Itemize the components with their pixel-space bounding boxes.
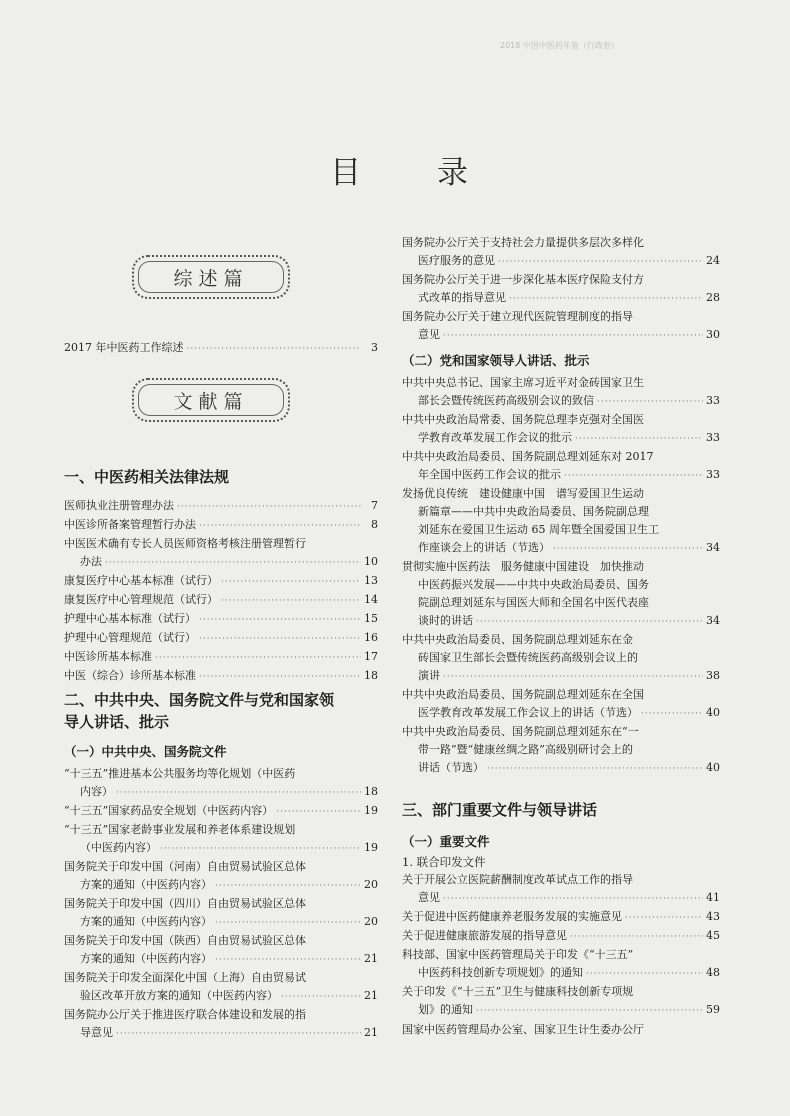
entry-line: 中共中央总书记、国家主席习近平对金砖国家卫生 bbox=[402, 376, 644, 389]
subsection-heading-3: （一）重要文件 bbox=[402, 834, 490, 849]
entry-title: 讲话（节选） bbox=[418, 761, 484, 774]
dot-leader bbox=[199, 517, 361, 535]
title-char-2: 录 bbox=[437, 155, 470, 191]
dot-leader bbox=[586, 965, 703, 983]
entry-line: 院副总理刘延东与国医大师和全国名中医代表座 bbox=[418, 596, 649, 609]
toc-entry[interactable] bbox=[402, 927, 720, 946]
entry-line: 国务院办公厅关于支持社会力量提供多层次多样化 bbox=[402, 236, 644, 249]
entry-line: 中医医术确有专长人员医师资格考核注册管理暂行 bbox=[64, 537, 306, 550]
dot-leader bbox=[509, 290, 703, 308]
dot-leader bbox=[575, 430, 703, 448]
dot-leader bbox=[597, 393, 703, 411]
page-number: 33 bbox=[706, 468, 720, 481]
toc-entry[interactable] bbox=[402, 374, 720, 411]
dot-leader bbox=[221, 573, 361, 591]
page-number: 3 bbox=[371, 341, 378, 354]
entry-title: 护理中心管理规范（试行） bbox=[64, 631, 196, 644]
dot-leader bbox=[155, 649, 361, 667]
entry-title: “十三五”国家药品安全规划（中医药内容） bbox=[64, 804, 274, 817]
entry-title: 2017 年中医药工作综述 bbox=[64, 341, 184, 354]
toc-entry[interactable] bbox=[402, 723, 720, 778]
dot-leader bbox=[281, 988, 361, 1006]
toc-entry[interactable] bbox=[402, 946, 720, 983]
page-number: 21 bbox=[364, 952, 378, 965]
entry-title: 式改革的指导意见 bbox=[418, 291, 506, 304]
entry-line bbox=[402, 612, 720, 631]
section-heading-1: 一、中医药相关法律法规 bbox=[64, 468, 230, 486]
entry-title: 国家中医药管理局办公室、国家卫生计生委办公厅 bbox=[402, 1023, 644, 1036]
page-number: 7 bbox=[371, 499, 378, 512]
entry-line: 国务院办公厅关于推进医疗联合体建设和发展的指 bbox=[64, 1008, 306, 1021]
dot-leader bbox=[443, 327, 703, 345]
page-number: 18 bbox=[364, 785, 378, 798]
section-heading-2-line1: 二、中共中央、国务院文件与党和国家领 bbox=[64, 691, 335, 709]
section-1-entries bbox=[64, 497, 378, 686]
toc-entry[interactable] bbox=[402, 908, 720, 927]
entry-line: “十三五”国家老龄事业发展和养老体系建设规划 bbox=[64, 823, 296, 836]
section-heading-3: 三、部门重要文件与领导讲话 bbox=[402, 801, 598, 819]
entry-title: 办法 bbox=[80, 555, 102, 568]
entry-line bbox=[64, 648, 378, 667]
toc-entry[interactable] bbox=[64, 591, 378, 610]
entry-line bbox=[402, 392, 720, 411]
trailing-entry[interactable] bbox=[402, 1021, 720, 1039]
entry-line bbox=[64, 553, 378, 572]
entry-line bbox=[402, 927, 720, 946]
entry-line: 科技部、国家中医药管理局关于印发《“十三五” bbox=[402, 948, 634, 961]
entry-line: 国务院关于印发中国（四川）自由贸易试验区总体 bbox=[64, 897, 306, 910]
entry-line bbox=[64, 591, 378, 610]
toc-entry[interactable] bbox=[64, 802, 378, 821]
toc-entry[interactable] bbox=[402, 308, 720, 345]
entry-line bbox=[64, 497, 378, 516]
page-number: 45 bbox=[706, 929, 720, 942]
toc-entry[interactable] bbox=[402, 983, 720, 1020]
entry-line bbox=[402, 704, 720, 723]
dot-leader bbox=[625, 909, 703, 927]
toc-entry[interactable] bbox=[64, 572, 378, 591]
entry-line: 关于印发《“十三五”卫生与健康科技创新专项规 bbox=[402, 985, 634, 998]
entry-title: 康复医疗中心管理规范（试行） bbox=[64, 593, 218, 606]
entry-title: 谈时的讲话 bbox=[418, 614, 473, 627]
entry-title: 康复医疗中心基本标准（试行） bbox=[64, 574, 218, 587]
toc-entry[interactable] bbox=[64, 648, 378, 667]
dot-leader bbox=[476, 613, 703, 631]
page-number: 33 bbox=[706, 394, 720, 407]
subsection-1-entries bbox=[64, 765, 378, 1043]
entry-title: 医疗服务的意见 bbox=[418, 254, 495, 267]
entry-line bbox=[64, 802, 378, 821]
page-number: 24 bbox=[706, 254, 720, 267]
toc-entry[interactable] bbox=[64, 535, 378, 572]
entry-line bbox=[402, 908, 720, 927]
dot-leader bbox=[187, 340, 362, 358]
running-header: 2018 中国中医药年鉴（行政卷） bbox=[500, 41, 619, 50]
entry-line bbox=[64, 783, 378, 802]
toc-entry[interactable] bbox=[402, 234, 720, 271]
entry-title: （中医药内容） bbox=[80, 841, 157, 854]
page-number: 40 bbox=[706, 761, 720, 774]
dot-leader bbox=[116, 1025, 361, 1043]
subsection-3-entries bbox=[402, 871, 720, 1020]
dot-leader bbox=[116, 784, 361, 802]
page-number: 16 bbox=[364, 631, 378, 644]
entry-title: 意见 bbox=[418, 891, 440, 904]
entry-line bbox=[402, 466, 720, 485]
toc-entry[interactable] bbox=[402, 448, 720, 485]
entry-line: 新篇章——中共中央政治局委员、国务院副总理 bbox=[418, 505, 649, 518]
page-title bbox=[330, 147, 470, 192]
dot-leader bbox=[487, 760, 703, 778]
page-number: 15 bbox=[364, 612, 378, 625]
entry-line bbox=[402, 889, 720, 908]
entry-line bbox=[64, 950, 378, 969]
toc-entry[interactable] bbox=[64, 516, 378, 535]
toc-entry-overview[interactable] bbox=[64, 339, 378, 358]
entry-line bbox=[64, 876, 378, 895]
page-number: 19 bbox=[364, 804, 378, 817]
subsection-2-entries bbox=[402, 374, 720, 778]
entry-line bbox=[402, 252, 720, 271]
entry-line: 带一路”暨“健康丝绸之路”高级别研讨会上的 bbox=[418, 743, 633, 756]
toc-entry[interactable] bbox=[64, 821, 378, 858]
entry-line: 中共中央政治局常委、国务院总理李克强对全国医 bbox=[402, 413, 644, 426]
entry-line: 关于开展公立医院薪酬制度改革试点工作的指导 bbox=[402, 873, 633, 886]
dot-leader bbox=[215, 914, 361, 932]
entry-line: 中共中央政治局委员、国务院副总理刘延东对 2017 bbox=[402, 450, 654, 463]
entry-title: 验区改革开放方案的通知（中医药内容） bbox=[80, 989, 278, 1002]
toc-entry[interactable] bbox=[64, 610, 378, 629]
entry-title: 年全国中医药工作会议的批示 bbox=[418, 468, 561, 481]
entry-line bbox=[402, 667, 720, 686]
page-number: 10 bbox=[364, 555, 378, 568]
entry-title: 关于促进中医药健康养老服务发展的实施意见 bbox=[402, 910, 622, 923]
entry-line: 中医药振兴发展——中共中央政治局委员、国务 bbox=[418, 578, 649, 591]
entry-title: 护理中心基本标准（试行） bbox=[64, 612, 196, 625]
page-number: 14 bbox=[364, 593, 378, 606]
entry-line: 国务院关于印发中国（陕西）自由贸易试验区总体 bbox=[64, 934, 306, 947]
entry-title: 方案的通知（中医药内容） bbox=[80, 915, 212, 928]
section-heading-2-line2: 导人讲话、批示 bbox=[64, 713, 170, 731]
section-heading-2 bbox=[64, 689, 334, 733]
page-number: 20 bbox=[364, 915, 378, 928]
toc-entry[interactable] bbox=[64, 1006, 378, 1043]
page-number: 30 bbox=[706, 328, 720, 341]
entry-line bbox=[402, 429, 720, 448]
entry-line bbox=[64, 610, 378, 629]
dot-leader bbox=[641, 705, 703, 723]
dot-leader bbox=[199, 611, 361, 629]
entry-title: 中医药科技创新专项规划》的通知 bbox=[418, 966, 583, 979]
entry-line bbox=[64, 667, 378, 686]
entry-title: 中医诊所基本标准 bbox=[64, 650, 152, 663]
dot-leader bbox=[160, 840, 361, 858]
toc-entry[interactable] bbox=[64, 969, 378, 1006]
dot-leader bbox=[276, 803, 361, 821]
entry-title: 部长会暨传统医药高级别会议的致信 bbox=[418, 394, 594, 407]
entry-line bbox=[402, 289, 720, 308]
entry-title: 导意见 bbox=[80, 1026, 113, 1039]
entry-line bbox=[402, 1001, 720, 1020]
entry-title: 关于促进健康旅游发展的指导意见 bbox=[402, 929, 567, 942]
page-number: 33 bbox=[706, 431, 720, 444]
toc-entry[interactable] bbox=[64, 895, 378, 932]
page-number: 59 bbox=[706, 1003, 720, 1016]
title-char-1: 目 bbox=[330, 155, 363, 191]
page-number: 13 bbox=[364, 574, 378, 587]
dot-leader bbox=[553, 540, 703, 558]
entry-line bbox=[64, 987, 378, 1006]
dot-leader bbox=[476, 1002, 703, 1020]
dot-leader bbox=[177, 498, 361, 516]
entry-line bbox=[402, 964, 720, 983]
dot-leader bbox=[564, 467, 703, 485]
entry-line bbox=[64, 516, 378, 535]
dot-leader bbox=[570, 928, 703, 946]
entry-line: 刘延东在爱国卫生运动 65 周年暨全国爱国卫生工 bbox=[418, 523, 659, 536]
dot-leader bbox=[199, 668, 361, 686]
toc-entry[interactable] bbox=[402, 558, 720, 631]
entry-title: 方案的通知（中医药内容） bbox=[80, 878, 212, 891]
page-number: 34 bbox=[706, 614, 720, 627]
entry-line: 国务院办公厅关于建立现代医院管理制度的指导 bbox=[402, 310, 633, 323]
entry-line: 国务院办公厅关于进一步深化基本医疗保险支付方 bbox=[402, 273, 644, 286]
entry-line bbox=[402, 326, 720, 345]
subsection-heading-3-1: 1. 联合印发文件 bbox=[402, 855, 486, 869]
page-number: 38 bbox=[706, 669, 720, 682]
subsection-heading-1: （一）中共中央、国务院文件 bbox=[64, 744, 227, 759]
right-top-entries bbox=[402, 234, 720, 345]
entry-title: 内容） bbox=[80, 785, 113, 798]
page-number: 21 bbox=[364, 1026, 378, 1039]
page-number: 40 bbox=[706, 706, 720, 719]
entry-line bbox=[64, 1024, 378, 1043]
page-number: 8 bbox=[371, 518, 378, 531]
dot-leader bbox=[199, 630, 361, 648]
page-number: 20 bbox=[364, 878, 378, 891]
dot-leader bbox=[498, 253, 703, 271]
entry-title: 方案的通知（中医药内容） bbox=[80, 952, 212, 965]
page-number: 17 bbox=[364, 650, 378, 663]
toc-entry[interactable] bbox=[64, 497, 378, 516]
toc-entry[interactable] bbox=[402, 686, 720, 723]
toc-entry[interactable] bbox=[64, 765, 378, 802]
toc-entry[interactable] bbox=[402, 271, 720, 308]
entry-line bbox=[64, 629, 378, 648]
entry-title: 医师执业注册管理办法 bbox=[64, 499, 174, 512]
entry-title: 医学教育改革发展工作会议上的讲话（节选） bbox=[418, 706, 638, 719]
dot-leader bbox=[215, 951, 361, 969]
dot-leader bbox=[443, 890, 703, 908]
toc-entry[interactable] bbox=[64, 932, 378, 969]
entry-line bbox=[402, 539, 720, 558]
dot-leader bbox=[221, 592, 361, 610]
banner-literature-label: 文献篇 bbox=[173, 390, 249, 413]
entry-line: 贯彻实施中医药法 服务健康中国建设 加快推动 bbox=[402, 560, 644, 573]
page-number: 48 bbox=[706, 966, 720, 979]
dot-leader bbox=[105, 554, 361, 572]
entry-line bbox=[64, 913, 378, 932]
entry-title: 划》的通知 bbox=[418, 1003, 473, 1016]
entry-line: 中共中央政治局委员、国务院副总理刘延东在全国 bbox=[402, 688, 644, 701]
entry-line: 国务院关于印发全面深化中国（上海）自由贸易试 bbox=[64, 971, 306, 984]
entry-line: 国务院关于印发中国（河南）自由贸易试验区总体 bbox=[64, 860, 306, 873]
page-number: 19 bbox=[364, 841, 378, 854]
entry-title: 中医（综合）诊所基本标准 bbox=[64, 669, 196, 682]
page-number: 34 bbox=[706, 541, 720, 554]
entry-line: 中共中央政治局委员、国务院副总理刘延东在“一 bbox=[402, 725, 639, 738]
entry-line bbox=[64, 572, 378, 591]
banner-overview-label: 综述篇 bbox=[173, 267, 249, 290]
entry-line: 发扬优良传统 建设健康中国 谱写爱国卫生运动 bbox=[402, 487, 644, 500]
page-number: 18 bbox=[364, 669, 378, 682]
entry-title: 演讲 bbox=[418, 669, 440, 682]
banner-overview bbox=[132, 255, 290, 299]
entry-line: 砖国家卫生部长会暨传统医药高级别会议上的 bbox=[418, 651, 638, 664]
page-number: 28 bbox=[706, 291, 720, 304]
entry-title: 作座谈会上的讲话（节选） bbox=[418, 541, 550, 554]
toc-entry[interactable] bbox=[402, 411, 720, 448]
dot-leader bbox=[443, 668, 703, 686]
dot-leader bbox=[215, 877, 361, 895]
page-number: 21 bbox=[364, 989, 378, 1002]
entry-title: 意见 bbox=[418, 328, 440, 341]
entry-line: “十三五”推进基本公共服务均等化规划（中医药 bbox=[64, 767, 296, 780]
toc-entry[interactable] bbox=[402, 631, 720, 686]
page-number: 43 bbox=[706, 910, 720, 923]
toc-entry[interactable] bbox=[64, 667, 378, 686]
entry-line: 中共中央政治局委员、国务院副总理刘延东在金 bbox=[402, 633, 633, 646]
banner-literature bbox=[132, 378, 290, 422]
entry-title: 学教育改革发展工作会议的批示 bbox=[418, 431, 572, 444]
entry-line bbox=[402, 759, 720, 778]
toc-entry[interactable] bbox=[402, 871, 720, 908]
page-number: 41 bbox=[706, 891, 720, 904]
subsection-heading-2: （二）党和国家领导人讲话、批示 bbox=[402, 353, 590, 368]
toc-entry[interactable] bbox=[402, 485, 720, 558]
toc-entry[interactable] bbox=[64, 858, 378, 895]
entry-title: 中医诊所备案管理暂行办法 bbox=[64, 518, 196, 531]
entry-line bbox=[64, 839, 378, 858]
toc-entry[interactable] bbox=[64, 629, 378, 648]
